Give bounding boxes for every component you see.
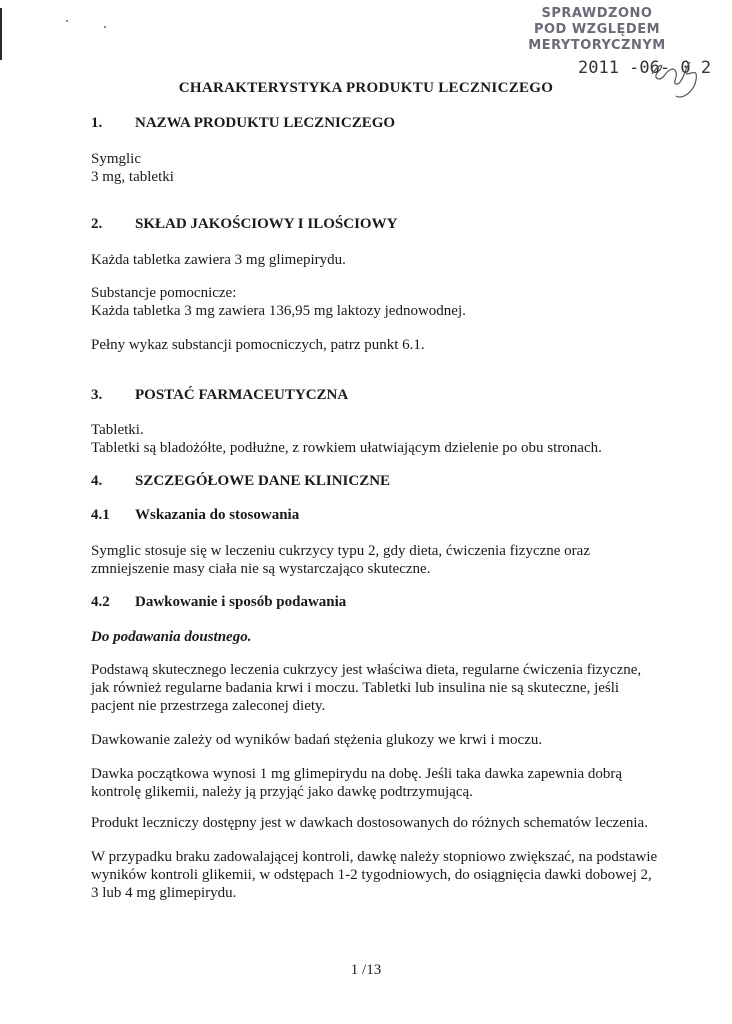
excipients-text: Każda tabletka 3 mg zawiera 136,95 mg laktozy jednowodnej. [91, 303, 466, 319]
section-title: Wskazania do stosowania [135, 507, 300, 523]
indications-line: zmniejszenie masy ciała nie są wystarczająco skuteczne. [91, 561, 431, 577]
composition-text: Każda tabletka zawiera 3 mg glimepirydu. [91, 252, 346, 268]
section-number: 3. [91, 387, 103, 403]
dosage-line: Produkt leczniczy dostępny jest w dawkach dostosowanych do różnych schematów leczenia. [91, 815, 648, 831]
excipients-label: Substancje pomocnicze: [91, 285, 237, 301]
dosage-line: Dawkowanie zależy od wyników badań stężenia glukozy we krwi i moczu. [91, 732, 543, 748]
form-text: Tabletki. [91, 422, 144, 438]
section-2-heading [91, 216, 397, 233]
verification-stamp [522, 6, 672, 54]
section-number: 1. [91, 115, 103, 131]
scan-speck [104, 26, 106, 28]
dosage-paragraph-1 [91, 661, 661, 715]
dosage-line: Dawka początkowa wynosi 1 mg glimepirydu na dobę. Jeśli taka dawka zapewnia dobrą [91, 766, 623, 782]
section-number: 2. [91, 216, 103, 232]
dosage-line: kontrolę glikemii, należy ją przyjąć jako dawkę podtrzymującą. [91, 784, 473, 800]
form-description: Tabletki są bladożółte, podłużne, z rowkiem ułatwiającym dzielenie po obu stronach. [91, 440, 602, 456]
section-title: SKŁAD JAKOŚCIOWY I ILOŚCIOWY [135, 216, 398, 232]
route-text: Do podawania doustnego. [91, 629, 252, 645]
dosage-line: pacjent nie przestrzega zaleconej diety. [91, 698, 326, 714]
page-number: 1 /13 [350, 962, 382, 978]
stamp-date: 2011 -06- 0 2 [578, 58, 712, 78]
excipients-paragraph [91, 284, 661, 320]
dosage-line: wyników kontroli glikemii, w odstępach 1-2 tygodniowych, do osiągnięcia dawki dobowej 2, [91, 867, 652, 883]
dosage-paragraph-4 [91, 814, 661, 832]
product-strength: 3 mg, tabletki [91, 169, 174, 185]
section-4-heading [91, 473, 390, 490]
excipients-reference: Pełny wykaz substancji pomocniczych, patrz punkt 6.1. [91, 337, 425, 353]
dosage-line: jak również regularne badania krwi i moczu. Tabletki lub insulina nie są skuteczne, jeśli [91, 680, 620, 696]
section-4-2-heading [91, 594, 346, 611]
section-title: SZCZEGÓŁOWE DANE KLINICZNE [135, 473, 391, 489]
section-title: POSTAĆ FARMACEUTYCZNA [135, 387, 349, 403]
section-number: 4.1 [91, 507, 110, 523]
scan-speck [66, 20, 68, 22]
dosage-line: Podstawą skutecznego leczenia cukrzycy jest właściwa dieta, regularne ćwiczenia fizyczne, [91, 662, 642, 678]
stamp-line-1: SPRAWDZONO [541, 6, 653, 21]
stamp-line-2: POD WZGLĘDEM [533, 22, 661, 37]
section-title: Dawkowanie i sposób podawania [135, 594, 347, 610]
indications-paragraph [91, 542, 661, 578]
section-number: 4.2 [91, 594, 110, 610]
stamp-line-3: MERYTORYCZNYM [528, 38, 666, 53]
product-name: Symglic [91, 151, 142, 167]
dosage-paragraph-5 [91, 848, 661, 902]
administration-route [91, 628, 661, 646]
section-1-heading [91, 115, 395, 132]
excipients-reference-paragraph [91, 336, 661, 354]
section-4-1-heading [91, 507, 299, 524]
indications-line: Symglic stosuje się w leczeniu cukrzycy typu 2, gdy dieta, ćwiczenia fizyczne oraz [91, 543, 590, 559]
pharmaceutical-form-paragraph [91, 421, 661, 457]
document-title: CHARAKTERYSTYKA PRODUKTU LECZNICZEGO [178, 80, 554, 96]
section-3-heading [91, 387, 348, 404]
dosage-paragraph-3 [91, 765, 661, 801]
section-number: 4. [91, 473, 103, 489]
composition-paragraph [91, 251, 661, 269]
dosage-line: W przypadku braku zadowalającej kontroli, dawkę należy stopniowo zwiększać, na podstawie [91, 849, 658, 865]
dosage-paragraph-2 [91, 731, 661, 749]
section-title: NAZWA PRODUKTU LECZNICZEGO [135, 115, 396, 131]
product-name-paragraph [91, 150, 661, 186]
dosage-line: 3 lub 4 mg glimepirydu. [91, 885, 237, 901]
scan-edge-mark [0, 8, 2, 60]
